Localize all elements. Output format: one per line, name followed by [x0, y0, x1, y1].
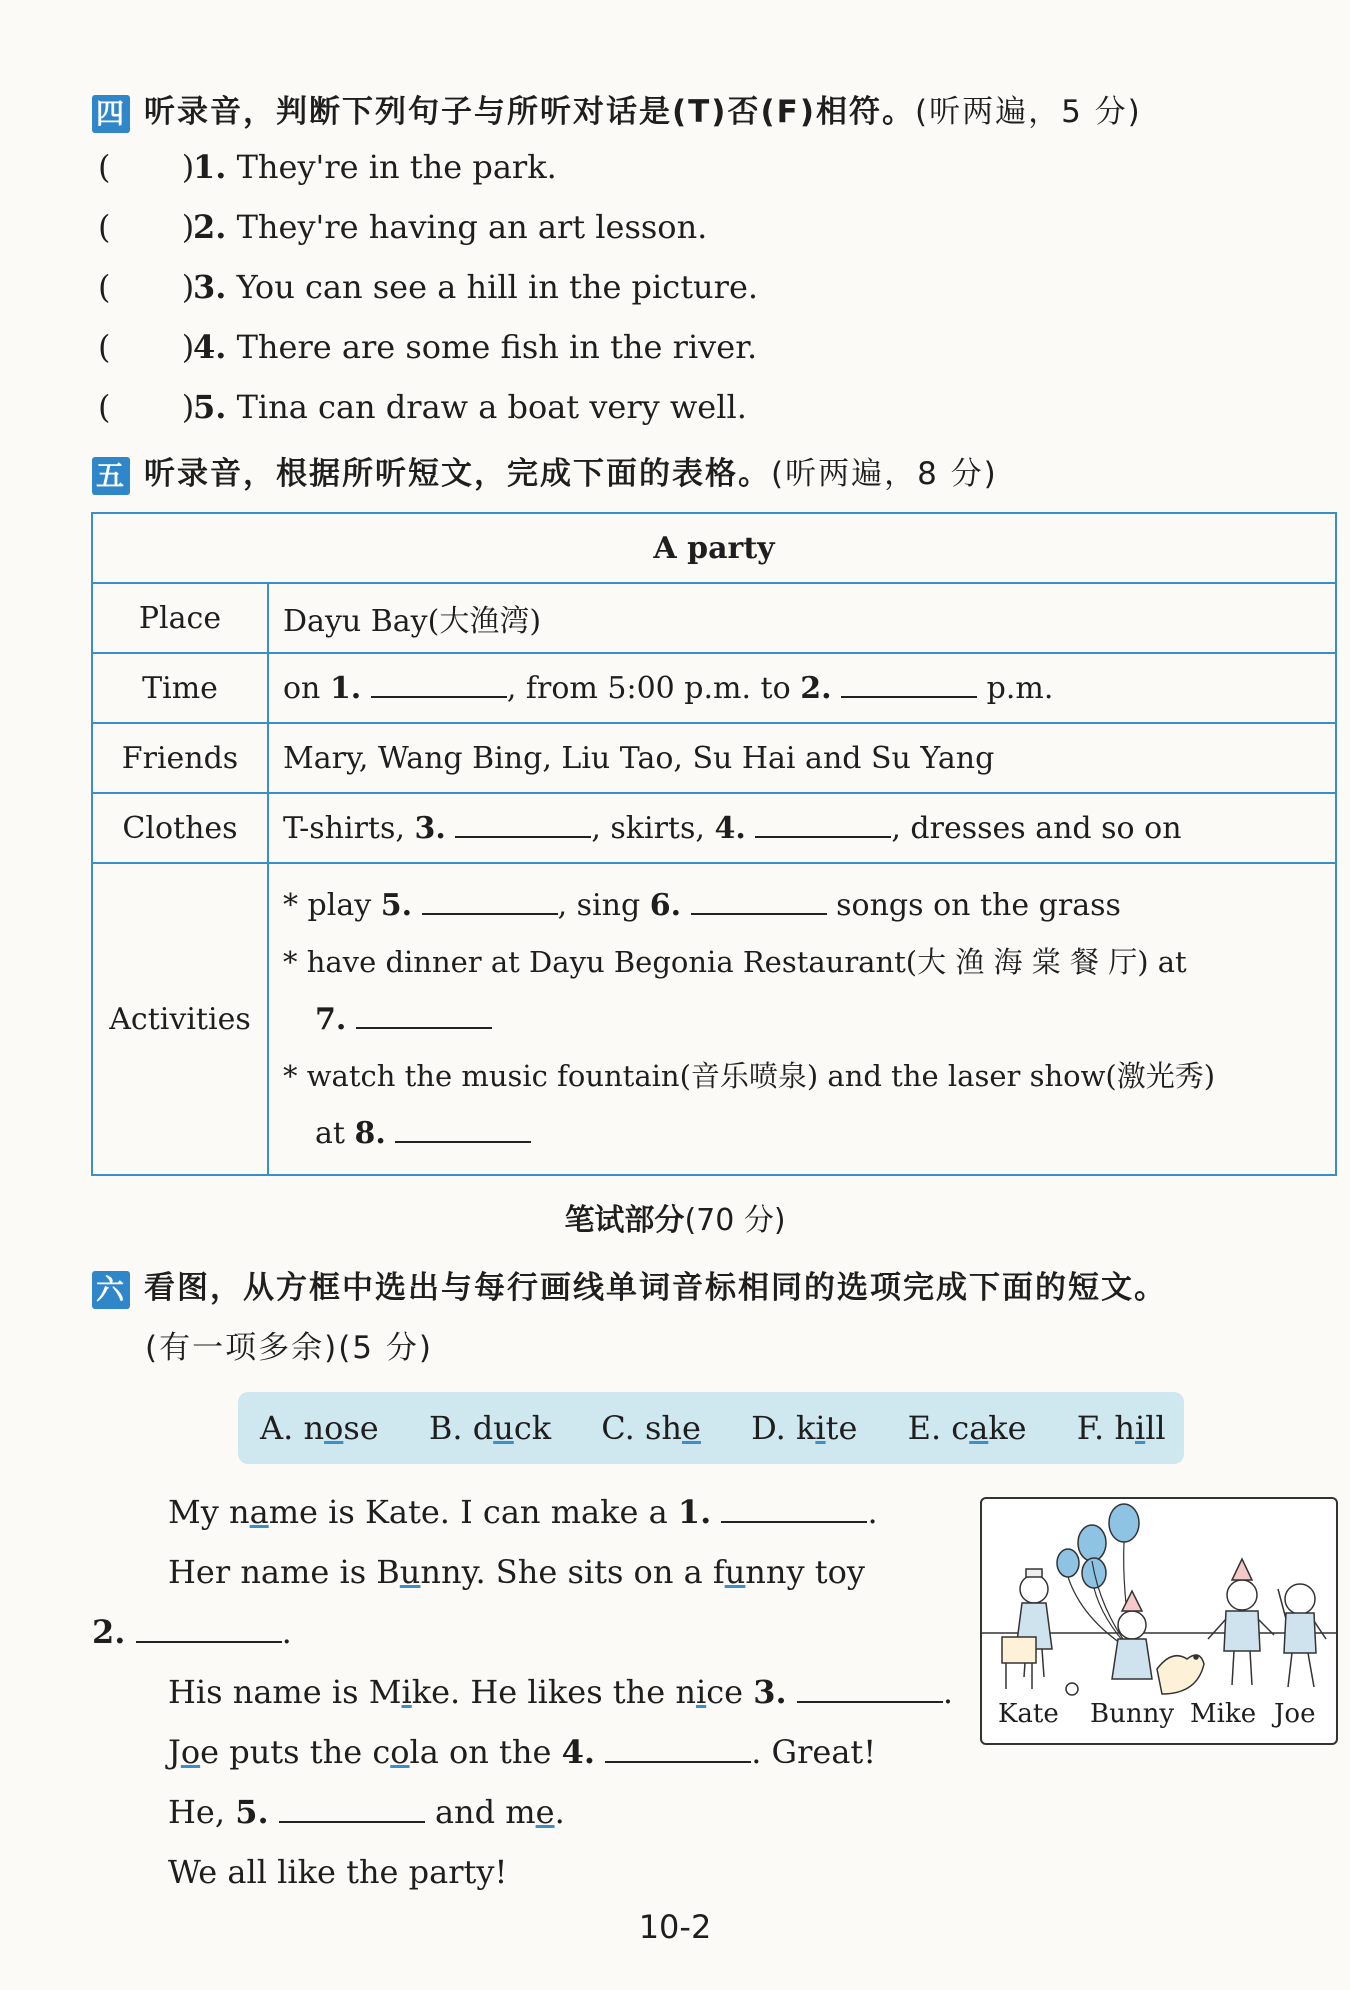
answer-blank-s6-3[interactable] — [797, 1700, 943, 1703]
section-5-note: (听两遍，8 分) — [771, 456, 998, 492]
bunny-figure — [1112, 1591, 1204, 1694]
answer-blank-3[interactable] — [455, 835, 591, 838]
passage-line-4: Joe puts the cola on the 4. . Great! — [168, 1733, 877, 1771]
friends-value: Mary, Wang Bing, Liu Tao, Su Hai and Su Yang — [268, 723, 1336, 793]
section-4-badge: 四 — [92, 95, 130, 133]
section-5-badge: 五 — [92, 457, 130, 495]
table-heading: A party — [92, 513, 1336, 583]
option-b: B. duck — [428, 1409, 552, 1447]
answer-blank-5[interactable] — [422, 912, 558, 915]
section-4-note: (听两遍，5 分) — [915, 94, 1142, 130]
options-box — [238, 1392, 1184, 1464]
activities-label: Activities — [92, 863, 268, 1175]
section-6-badge: 六 — [92, 1271, 130, 1309]
answer-blank-2[interactable] — [841, 695, 977, 698]
activities-value — [268, 863, 1336, 1175]
answer-paren[interactable]: ( ) — [98, 208, 195, 246]
balloon-icon — [1057, 1504, 1139, 1588]
tf-item-3: ( )3. You can see a hill in the picture. — [98, 268, 759, 306]
section-6-subtitle: (有一项多余)(5 分) — [145, 1330, 433, 1366]
passage-line-2: Her name is Bunny. She sits on a funny toy — [168, 1553, 865, 1591]
friends-label: Friends — [92, 723, 268, 793]
passage-line-2b: 2. . — [92, 1613, 292, 1651]
activity-2b: 7. — [283, 991, 1321, 1048]
mike-figure — [1208, 1559, 1274, 1685]
tf-item-5: ( )5. Tina can draw a boat very well. — [98, 388, 747, 426]
picture-label-mike: Mike — [1190, 1699, 1257, 1729]
clothes-value: T-shirts, 3. , skirts, 4. , dresses and so on — [268, 793, 1336, 863]
activity-3: * watch the music fountain(音乐喷泉) and the laser show(激光秀) — [283, 1058, 1216, 1093]
option-f: F. hill — [1076, 1409, 1166, 1447]
answer-blank-6[interactable] — [691, 912, 827, 915]
answer-blank-8[interactable] — [395, 1140, 531, 1143]
answer-paren[interactable]: ( ) — [98, 148, 195, 186]
time-label: Time — [92, 653, 268, 723]
passage-line-6: We all like the party! — [168, 1853, 508, 1891]
picture-label-bunny: Bunny — [1090, 1699, 1175, 1729]
answer-blank-s6-4[interactable] — [605, 1760, 751, 1763]
section-4-title: 听录音，判断下列句子与所听对话是(T)否(F)相符。 — [144, 94, 915, 130]
option-e: E. cake — [907, 1409, 1027, 1447]
tf-item-2: ( )2. They're having an art lesson. — [98, 208, 708, 246]
picture-label-joe: Joe — [1274, 1699, 1316, 1729]
section-5-title: 听录音，根据所听短文，完成下面的表格。 — [144, 456, 771, 492]
page-number: 10-2 — [638, 1908, 712, 1946]
written-part-heading: 笔试部分(70 分) — [564, 1203, 786, 1238]
answer-blank-s6-2[interactable] — [136, 1640, 282, 1643]
answer-blank-7[interactable] — [356, 1026, 492, 1029]
passage-line-1: My name is Kate. I can make a 1. . — [168, 1493, 878, 1531]
clothes-label: Clothes — [92, 793, 268, 863]
place-value: Dayu Bay(大渔湾) — [268, 583, 1336, 653]
answer-paren[interactable]: ( ) — [98, 388, 195, 426]
picture-label-kate: Kate — [998, 1699, 1059, 1729]
activity-1: * play 5. , sing 6. songs on the grass — [283, 887, 1121, 923]
activity-2: * have dinner at Dayu Begonia Restaurant(大 渔 海 棠 餐 厅) at — [283, 944, 1187, 979]
joe-figure — [1278, 1584, 1326, 1687]
section-6-heading — [92, 1262, 1167, 1309]
section-6-title: 看图，从方框中选出与每行画线单词音标相同的选项完成下面的短文。 — [144, 1270, 1167, 1306]
answer-blank-s6-5[interactable] — [279, 1820, 425, 1823]
option-c: C. she — [601, 1409, 701, 1447]
answer-blank-4[interactable] — [755, 835, 891, 838]
activity-3b: at 8. — [283, 1105, 1321, 1162]
time-value: on 1. , from 5:00 p.m. to 2. p.m. — [268, 653, 1336, 723]
answer-paren[interactable]: ( ) — [98, 328, 195, 366]
option-d: D. kite — [751, 1409, 858, 1447]
passage-line-5: He, 5. and me. — [168, 1793, 565, 1831]
answer-paren[interactable]: ( ) — [98, 268, 195, 306]
tf-item-4: ( )4. There are some fish in the river. — [98, 328, 758, 366]
option-a: A. nose — [260, 1409, 379, 1447]
party-table — [91, 512, 1337, 1176]
section-5-heading — [92, 448, 998, 495]
answer-blank-1[interactable] — [371, 695, 507, 698]
passage-line-3: His name is Mike. He likes the nice 3. . — [168, 1673, 953, 1711]
answer-blank-s6-1[interactable] — [721, 1520, 867, 1523]
place-label: Place — [92, 583, 268, 653]
party-picture — [980, 1497, 1338, 1745]
section-4-heading — [92, 86, 1142, 133]
kate-figure — [1002, 1569, 1078, 1695]
tf-item-1: ( )1. They're in the park. — [98, 148, 557, 186]
